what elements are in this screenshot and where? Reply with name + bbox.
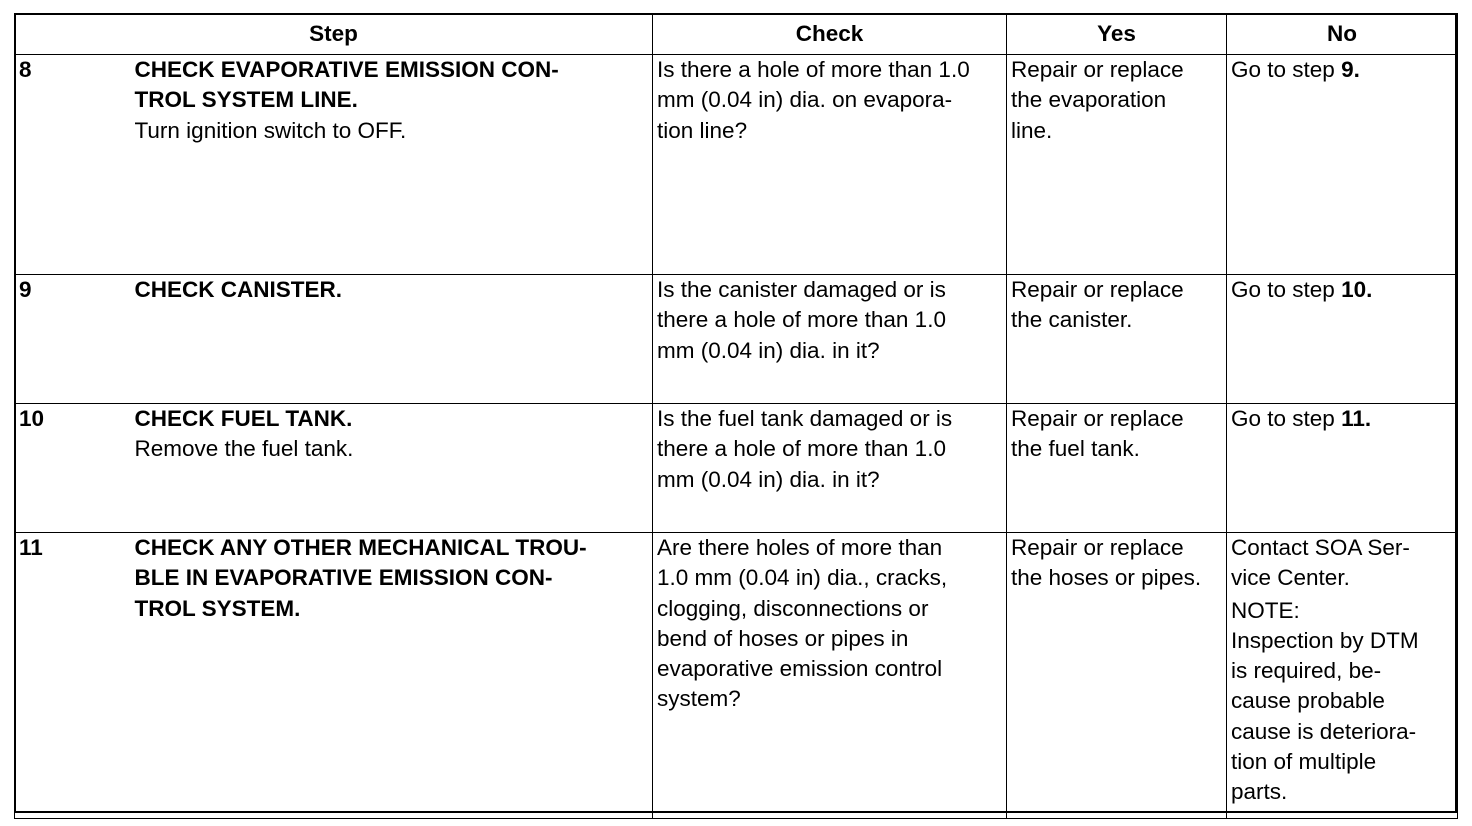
yes-cell [1007, 404, 1227, 533]
check-cell [653, 275, 1007, 404]
no-go-to-text: Go to step [1231, 406, 1342, 431]
step-number: 8 [15, 55, 131, 275]
check-line: evaporative emission control [657, 656, 943, 682]
check-line: mm (0.04 in) dia. on evapora- [657, 87, 953, 113]
no-go-to-text: Go to step [1231, 277, 1342, 302]
check-line: tion line? [657, 117, 748, 143]
troubleshooting-table [14, 13, 1458, 819]
check-cell [653, 533, 1007, 819]
note-line: Inspection by DTM [1231, 627, 1419, 653]
step-number: 11 [15, 533, 131, 819]
step-number: 9 [15, 275, 131, 404]
header-check: Check [653, 14, 1007, 55]
note-label: NOTE: [1231, 597, 1300, 623]
check-line: Are there holes of more than [657, 535, 943, 560]
note-line: cause is deteriora- [1231, 718, 1417, 744]
step-cell [131, 533, 653, 819]
step-title-line: CHECK CANISTER. [134, 277, 343, 302]
check-line: mm (0.04 in) dia. in it? [657, 466, 880, 492]
no-cell [1227, 533, 1458, 819]
step-title-line: TROL SYSTEM LINE. [134, 87, 358, 113]
no-cell [1227, 404, 1458, 533]
no-line: vice Center. [1231, 565, 1350, 591]
check-line: Is the fuel tank damaged or is [657, 406, 953, 431]
yes-cell [1007, 275, 1227, 404]
no-step-reference: 10. [1341, 277, 1373, 302]
check-cell [653, 404, 1007, 533]
step-title-line: CHECK FUEL TANK. [134, 406, 353, 431]
no-step-reference: 9. [1341, 57, 1360, 82]
step-cell [131, 55, 653, 275]
header-yes: Yes [1007, 14, 1227, 55]
no-line [1231, 404, 1453, 434]
yes-line: the fuel tank. [1011, 436, 1140, 462]
check-line: Is the canister damaged or is [657, 277, 946, 302]
step-title-line: BLE IN EVAPORATIVE EMISSION CON- [134, 565, 553, 591]
step-cell [131, 275, 653, 404]
yes-line: Repair or replace [1011, 406, 1184, 431]
step-instruction-line: Turn ignition switch to OFF. [134, 117, 407, 143]
step-title-line: CHECK ANY OTHER MECHANICAL TROU- [134, 535, 587, 560]
check-line: 1.0 mm (0.04 in) dia., cracks, [657, 565, 948, 591]
note-line: parts. [1231, 779, 1288, 805]
no-line [1231, 275, 1453, 305]
yes-line: the canister. [1011, 307, 1133, 333]
check-line: bend of hoses or pipes in [657, 625, 909, 651]
note-line: cause probable [1231, 688, 1385, 714]
note-line: tion of multiple [1231, 749, 1377, 775]
note-line: is required, be- [1231, 658, 1382, 684]
yes-line: the evaporation [1011, 87, 1167, 113]
yes-line: line. [1011, 117, 1053, 143]
check-line: clogging, disconnections or [657, 595, 929, 621]
table-row-step-10 [15, 404, 1458, 533]
no-go-to-text: Go to step [1231, 57, 1342, 82]
header-step: Step [15, 14, 653, 55]
no-step-reference: 11. [1341, 406, 1372, 431]
yes-line: Repair or replace [1011, 57, 1184, 82]
no-line [1231, 55, 1453, 85]
step-title-line: CHECK EVAPORATIVE EMISSION CON- [134, 57, 559, 82]
table-row-step-8 [15, 55, 1458, 275]
no-cell [1227, 55, 1458, 275]
header-no: No [1227, 14, 1458, 55]
yes-cell [1007, 55, 1227, 275]
yes-line: Repair or replace [1011, 277, 1184, 302]
step-title-line: TROL SYSTEM. [134, 595, 301, 621]
check-line: there a hole of more than 1.0 [657, 436, 946, 462]
yes-line: Repair or replace [1011, 535, 1184, 560]
check-line: Is there a hole of more than 1.0 [657, 57, 970, 82]
check-cell [653, 55, 1007, 275]
yes-cell [1007, 533, 1227, 819]
header-row [15, 14, 1458, 55]
check-line: system? [657, 686, 741, 712]
step-cell [131, 404, 653, 533]
table-row-step-11 [15, 533, 1458, 819]
check-line: there a hole of more than 1.0 [657, 307, 946, 333]
step-number: 10 [15, 404, 131, 533]
step-instruction-line: Remove the fuel tank. [134, 436, 354, 462]
no-line: Contact SOA Ser- [1231, 535, 1410, 560]
table-row-step-9 [15, 275, 1458, 404]
no-cell [1227, 275, 1458, 404]
yes-line: the hoses or pipes. [1011, 565, 1202, 591]
check-line: mm (0.04 in) dia. in it? [657, 337, 880, 363]
